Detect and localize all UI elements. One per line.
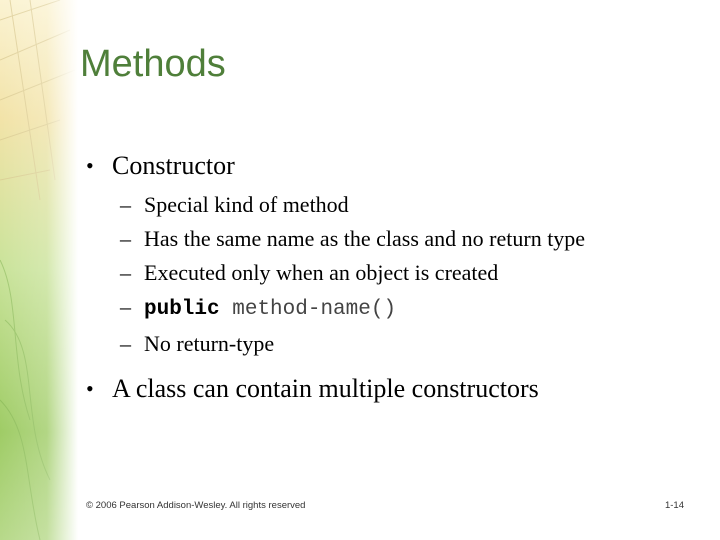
subitem-text: Has the same name as the class and no return type bbox=[144, 226, 586, 251]
subitem bbox=[84, 327, 704, 361]
subitem-text: Executed only when an object is created bbox=[144, 260, 499, 285]
bullet-constructor bbox=[84, 150, 704, 182]
subitem-marker: – bbox=[120, 260, 131, 285]
subitem bbox=[84, 256, 704, 290]
footer-page-number: 1-14 bbox=[664, 500, 684, 511]
subitem-marker: – bbox=[120, 192, 131, 217]
subitem-marker: – bbox=[120, 294, 131, 319]
subitem-marker: – bbox=[120, 331, 131, 356]
slide-title: Methods bbox=[80, 43, 226, 85]
decorative-strip-icon bbox=[0, 0, 78, 540]
bullet-text: Constructor bbox=[112, 151, 235, 180]
subitem-marker: – bbox=[120, 226, 131, 251]
subitem-code bbox=[84, 290, 704, 327]
subitem bbox=[84, 222, 704, 256]
subitem bbox=[84, 188, 704, 222]
slide-content bbox=[84, 150, 704, 405]
bullet-marker: • bbox=[86, 153, 94, 178]
bullet-multiple-constructors bbox=[84, 373, 704, 405]
code-signature: method-name() bbox=[232, 298, 397, 321]
bullet-text: A class can contain multiple constructors bbox=[112, 374, 539, 403]
footer-copyright: © 2006 Pearson Addison-Wesley. All rights reserved bbox=[86, 500, 306, 511]
bullet-marker: • bbox=[86, 376, 94, 401]
subitem-text: No return-type bbox=[144, 331, 275, 356]
code-keyword: public bbox=[144, 298, 220, 321]
subitem-text: Special kind of method bbox=[144, 192, 349, 217]
constructor-subitems bbox=[84, 188, 704, 361]
